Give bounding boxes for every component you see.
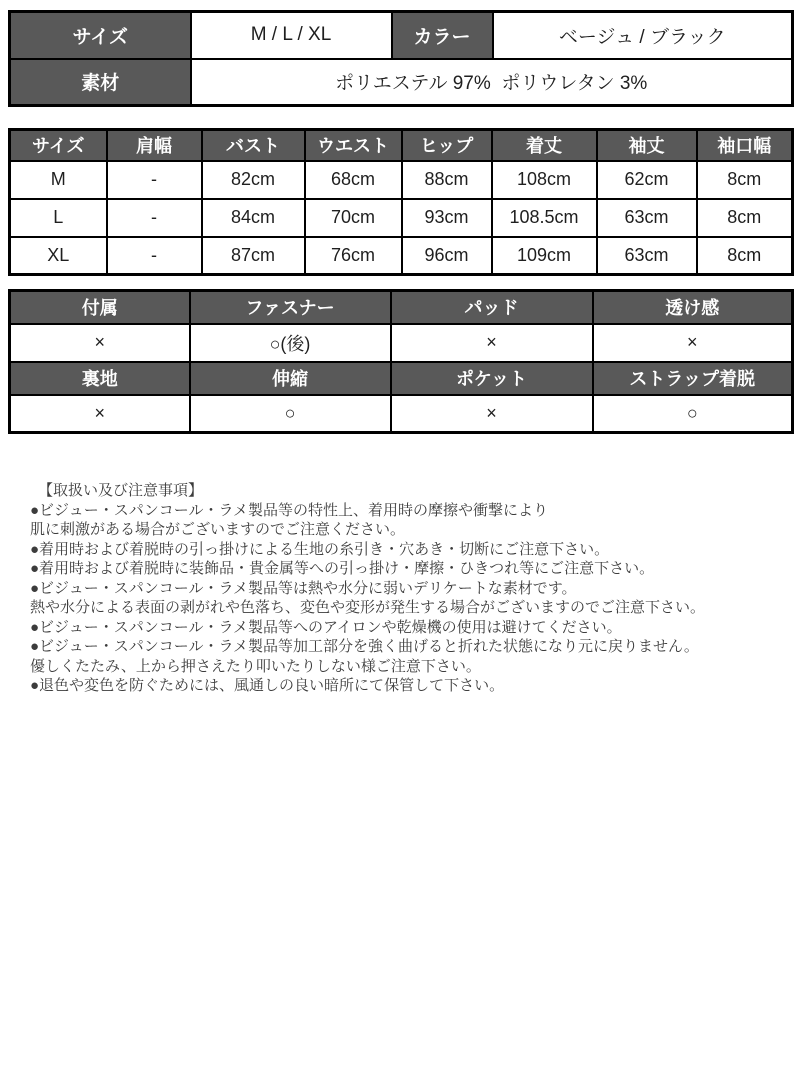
feature-value: × [391, 324, 593, 362]
column-header: ウエスト [305, 130, 402, 161]
cell: 63cm [597, 237, 697, 275]
material-value: ポリエステル 97% ポリウレタン 3% [191, 59, 793, 106]
care-notes-title: 【取扱い及び注意事項】 [38, 482, 204, 499]
column-header: 袖口幅 [697, 130, 793, 161]
table-row-size-l [10, 199, 793, 237]
features-header-row-2 [10, 362, 793, 395]
cell: M [10, 161, 107, 199]
color-label: カラー [392, 12, 493, 59]
feature-header: 透け感 [593, 291, 793, 324]
care-note-line: ●ビジュー・スパンコール・ラメ製品等へのアイロンや乾燥機の使用は避けてください。 [30, 618, 622, 636]
features-value-row-1 [10, 324, 793, 362]
feature-value: ○(後) [190, 324, 391, 362]
care-note-line: 熱や水分による表面の剥がれや色落ち、変色や変形が発生する場合がございますのでご注意下さい。 [30, 599, 706, 616]
feature-header: ストラップ着脱 [593, 362, 793, 395]
feature-value: ○ [593, 395, 793, 433]
cell: 109cm [492, 237, 597, 275]
features-header-row-1 [10, 291, 793, 324]
feature-header: ファスナー [190, 291, 391, 324]
feature-value: × [391, 395, 593, 433]
cell: L [10, 199, 107, 237]
column-header: ヒップ [402, 130, 492, 161]
cell: 68cm [305, 161, 402, 199]
cell: 108.5cm [492, 199, 597, 237]
size-label: サイズ [10, 12, 191, 59]
feature-header: ポケット [391, 362, 593, 395]
features-table [8, 289, 794, 434]
column-header: 肩幅 [107, 130, 202, 161]
care-note-line: ●退色や変色を防ぐためには、風通しの良い暗所にて保管して下さい。 [30, 677, 505, 694]
feature-header: 伸縮 [190, 362, 391, 395]
care-note-line: ●ビジュー・スパンコール・ラメ製品等は熱や水分に弱いデリケートな素材です。 [30, 579, 577, 597]
feature-header: 裏地 [10, 362, 190, 395]
cell: XL [10, 237, 107, 275]
cell: 108cm [492, 161, 597, 199]
cell: 88cm [402, 161, 492, 199]
cell: 76cm [305, 237, 402, 275]
cell: 93cm [402, 199, 492, 237]
column-header: 袖丈 [597, 130, 697, 161]
cell: - [107, 199, 202, 237]
care-note-line: ●着用時および着脱時に装飾品・貴金属等への引っ掛け・摩擦・ひきつれ等にご注意下さい。 [30, 560, 655, 577]
cell: 8cm [697, 161, 793, 199]
features-value-row-2 [10, 395, 793, 433]
table-row-size-xl [10, 237, 793, 275]
cell: 96cm [402, 237, 492, 275]
cell: 8cm [697, 237, 793, 275]
feature-header: 付属 [10, 291, 190, 324]
cell: - [107, 161, 202, 199]
size-value: M / L / XL [191, 12, 392, 59]
column-header: 着丈 [492, 130, 597, 161]
feature-value: × [10, 324, 190, 362]
care-notes [30, 481, 790, 696]
column-header: バスト [202, 130, 305, 161]
feature-value: × [10, 395, 190, 433]
material-label: 素材 [10, 59, 191, 106]
size-chart-header-row [10, 130, 793, 161]
feature-value: × [593, 324, 793, 362]
column-header: サイズ [10, 130, 107, 161]
summary-table [8, 10, 794, 107]
cell: 62cm [597, 161, 697, 199]
feature-header: パッド [391, 291, 593, 324]
color-value: ベージュ / ブラック [493, 12, 793, 59]
cell: 82cm [202, 161, 305, 199]
care-note-line: ●ビジュー・スパンコール・ラメ製品等加工部分を強く曲げると折れた状態になり元に戻りません。 [30, 638, 699, 655]
cell: - [107, 237, 202, 275]
care-note-line: ●着用時および着脱時の引っ掛けによる生地の糸引き・穴あき・切断にご注意下さい。 [30, 540, 610, 558]
cell: 87cm [202, 237, 305, 275]
table-row-size-m [10, 161, 793, 199]
cell: 8cm [697, 199, 793, 237]
cell: 63cm [597, 199, 697, 237]
care-note-line: 優しくたたみ、上から押さえたり叩いたりしない様ご注意下さい。 [30, 657, 481, 675]
feature-value: ○ [190, 395, 391, 433]
size-chart-table [8, 128, 794, 276]
care-note-line: ●ビジュー・スパンコール・ラメ製品等の特性上、着用時の摩擦や衝撃により [30, 501, 549, 519]
cell: 70cm [305, 199, 402, 237]
care-note-line: 肌に刺激がある場合がございますのでご注意ください。 [30, 521, 406, 538]
cell: 84cm [202, 199, 305, 237]
